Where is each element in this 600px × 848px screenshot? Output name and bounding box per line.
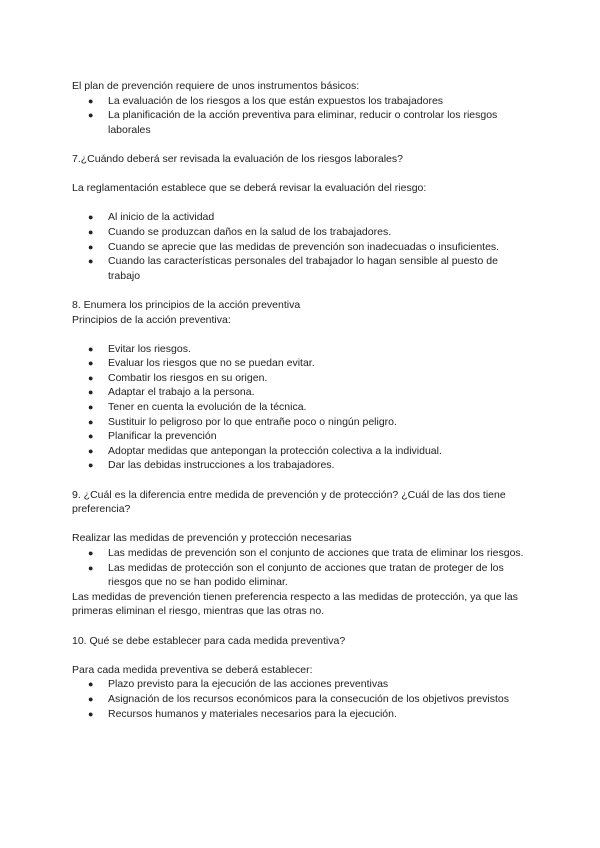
list-item: ● La evaluación de los riesgos a los que están expuestos los trabajadores <box>88 94 444 107</box>
bullet-icon: ● <box>88 343 94 354</box>
bullet-icon: ● <box>88 431 94 442</box>
question-7: 7.¿Cuándo deberá ser revisada la evaluación de los riesgos laborales? <box>72 152 403 165</box>
answer-8-intro: Principios de la acción preventiva: <box>72 313 231 326</box>
bullet-icon: ● <box>88 256 94 267</box>
bullet-icon: ● <box>88 358 94 369</box>
list-item: ● Adoptar medidas que antepongan la protección colectiva a la individual. <box>88 444 442 457</box>
bullet-icon: ● <box>88 110 94 121</box>
list-item: ● Dar las debidas instrucciones a los trabajadores. <box>88 459 335 472</box>
document-body <box>72 79 532 721</box>
list-item: ● Las medidas de protección son el conjunto de acciones que tratan de proteger de los riesgos que no se han podido eliminar. <box>88 561 504 589</box>
answer-9-list <box>72 546 532 590</box>
question-10: 10. Qué se debe establecer para cada medida preventiva? <box>72 634 346 647</box>
list-item: ● Tener en cuenta la evolución de la técnica. <box>88 401 307 414</box>
bullet-icon: ● <box>88 708 94 719</box>
list-item: ● Cuando se produzcan daños en la salud de los trabajadores. <box>88 225 392 238</box>
intro-text: El plan de prevención requiere de unos instrumentos básicos: <box>72 80 360 92</box>
bullet-icon: ● <box>88 241 94 252</box>
bullet-icon: ● <box>88 693 94 704</box>
list-item: ● Las medidas de prevención son el conjunto de acciones que trata de eliminar los riesgos. <box>88 547 524 559</box>
list-item: ● Evaluar los riesgos que no se puedan evitar. <box>88 357 315 370</box>
answer-9-intro: Realizar las medidas de prevención y protección necesarias <box>72 532 352 545</box>
bullet-icon: ● <box>88 460 94 471</box>
bullet-icon: ● <box>88 548 94 558</box>
list-item: ● Al inicio de la actividad <box>88 211 215 224</box>
bullet-icon: ● <box>88 402 94 413</box>
answer-8-list <box>72 342 532 473</box>
bullet-icon: ● <box>88 445 94 456</box>
answer-7-list <box>72 210 532 283</box>
bullet-icon: ● <box>88 95 94 106</box>
answer-7-intro: La reglamentación establece que se deberá revisar la evaluación del riesgo: <box>72 182 427 195</box>
list-item: ● Adaptar el trabajo a la persona. <box>88 386 255 399</box>
bullet-icon: ● <box>88 372 94 383</box>
answer-10-intro: Para cada medida preventiva se deberá establecer: <box>72 663 313 676</box>
list-item: ● Cuando se aprecie que las medidas de prevención son inadecuadas o insuficientes. <box>88 240 500 253</box>
answer-10-list <box>72 677 532 721</box>
list-item: ● Planificar la prevención <box>88 430 217 443</box>
list-item: ● Combatir los riesgos en su origen. <box>88 371 268 384</box>
bullet-icon: ● <box>88 226 94 237</box>
bullet-icon: ● <box>88 387 94 398</box>
list-item: ● Sustituir lo peligroso por lo que entrañe poco o ningún peligro. <box>88 415 397 428</box>
bullet-icon: ● <box>88 562 94 573</box>
list-item: ● Plazo previsto para la ejecución de las acciones preventivas <box>88 678 389 691</box>
bullet-icon: ● <box>88 416 94 427</box>
list-item: ● Asignación de los recursos económicos para la consecución de los objetivos previstos <box>88 692 509 705</box>
list-item: ● Evitar los riesgos. <box>88 342 191 355</box>
list-item: ● La planificación de la acción preventiva para eliminar, reducir o controlar los riesgos laborales <box>88 109 498 136</box>
intro-list <box>72 94 532 138</box>
answer-9-conclusion: Las medidas de prevención tienen preferencia respecto a las medidas de protección, ya que las primeras eliminan el riesgo, mientras que las otras no. <box>72 590 518 618</box>
question-9: 9. ¿Cuál es la diferencia entre medida de prevención y de protección? ¿Cuál de las dos tiene preferencia? <box>72 488 506 516</box>
question-8: 8. Enumera los principios de la acción preventiva <box>72 298 301 311</box>
list-item: ● Recursos humanos y materiales necesarios para la ejecución. <box>88 707 397 720</box>
bullet-icon: ● <box>88 212 94 223</box>
list-item: ● Cuando las características personales del trabajador lo hagan sensible al puesto de trabajo <box>88 255 498 282</box>
bullet-icon: ● <box>88 679 94 690</box>
